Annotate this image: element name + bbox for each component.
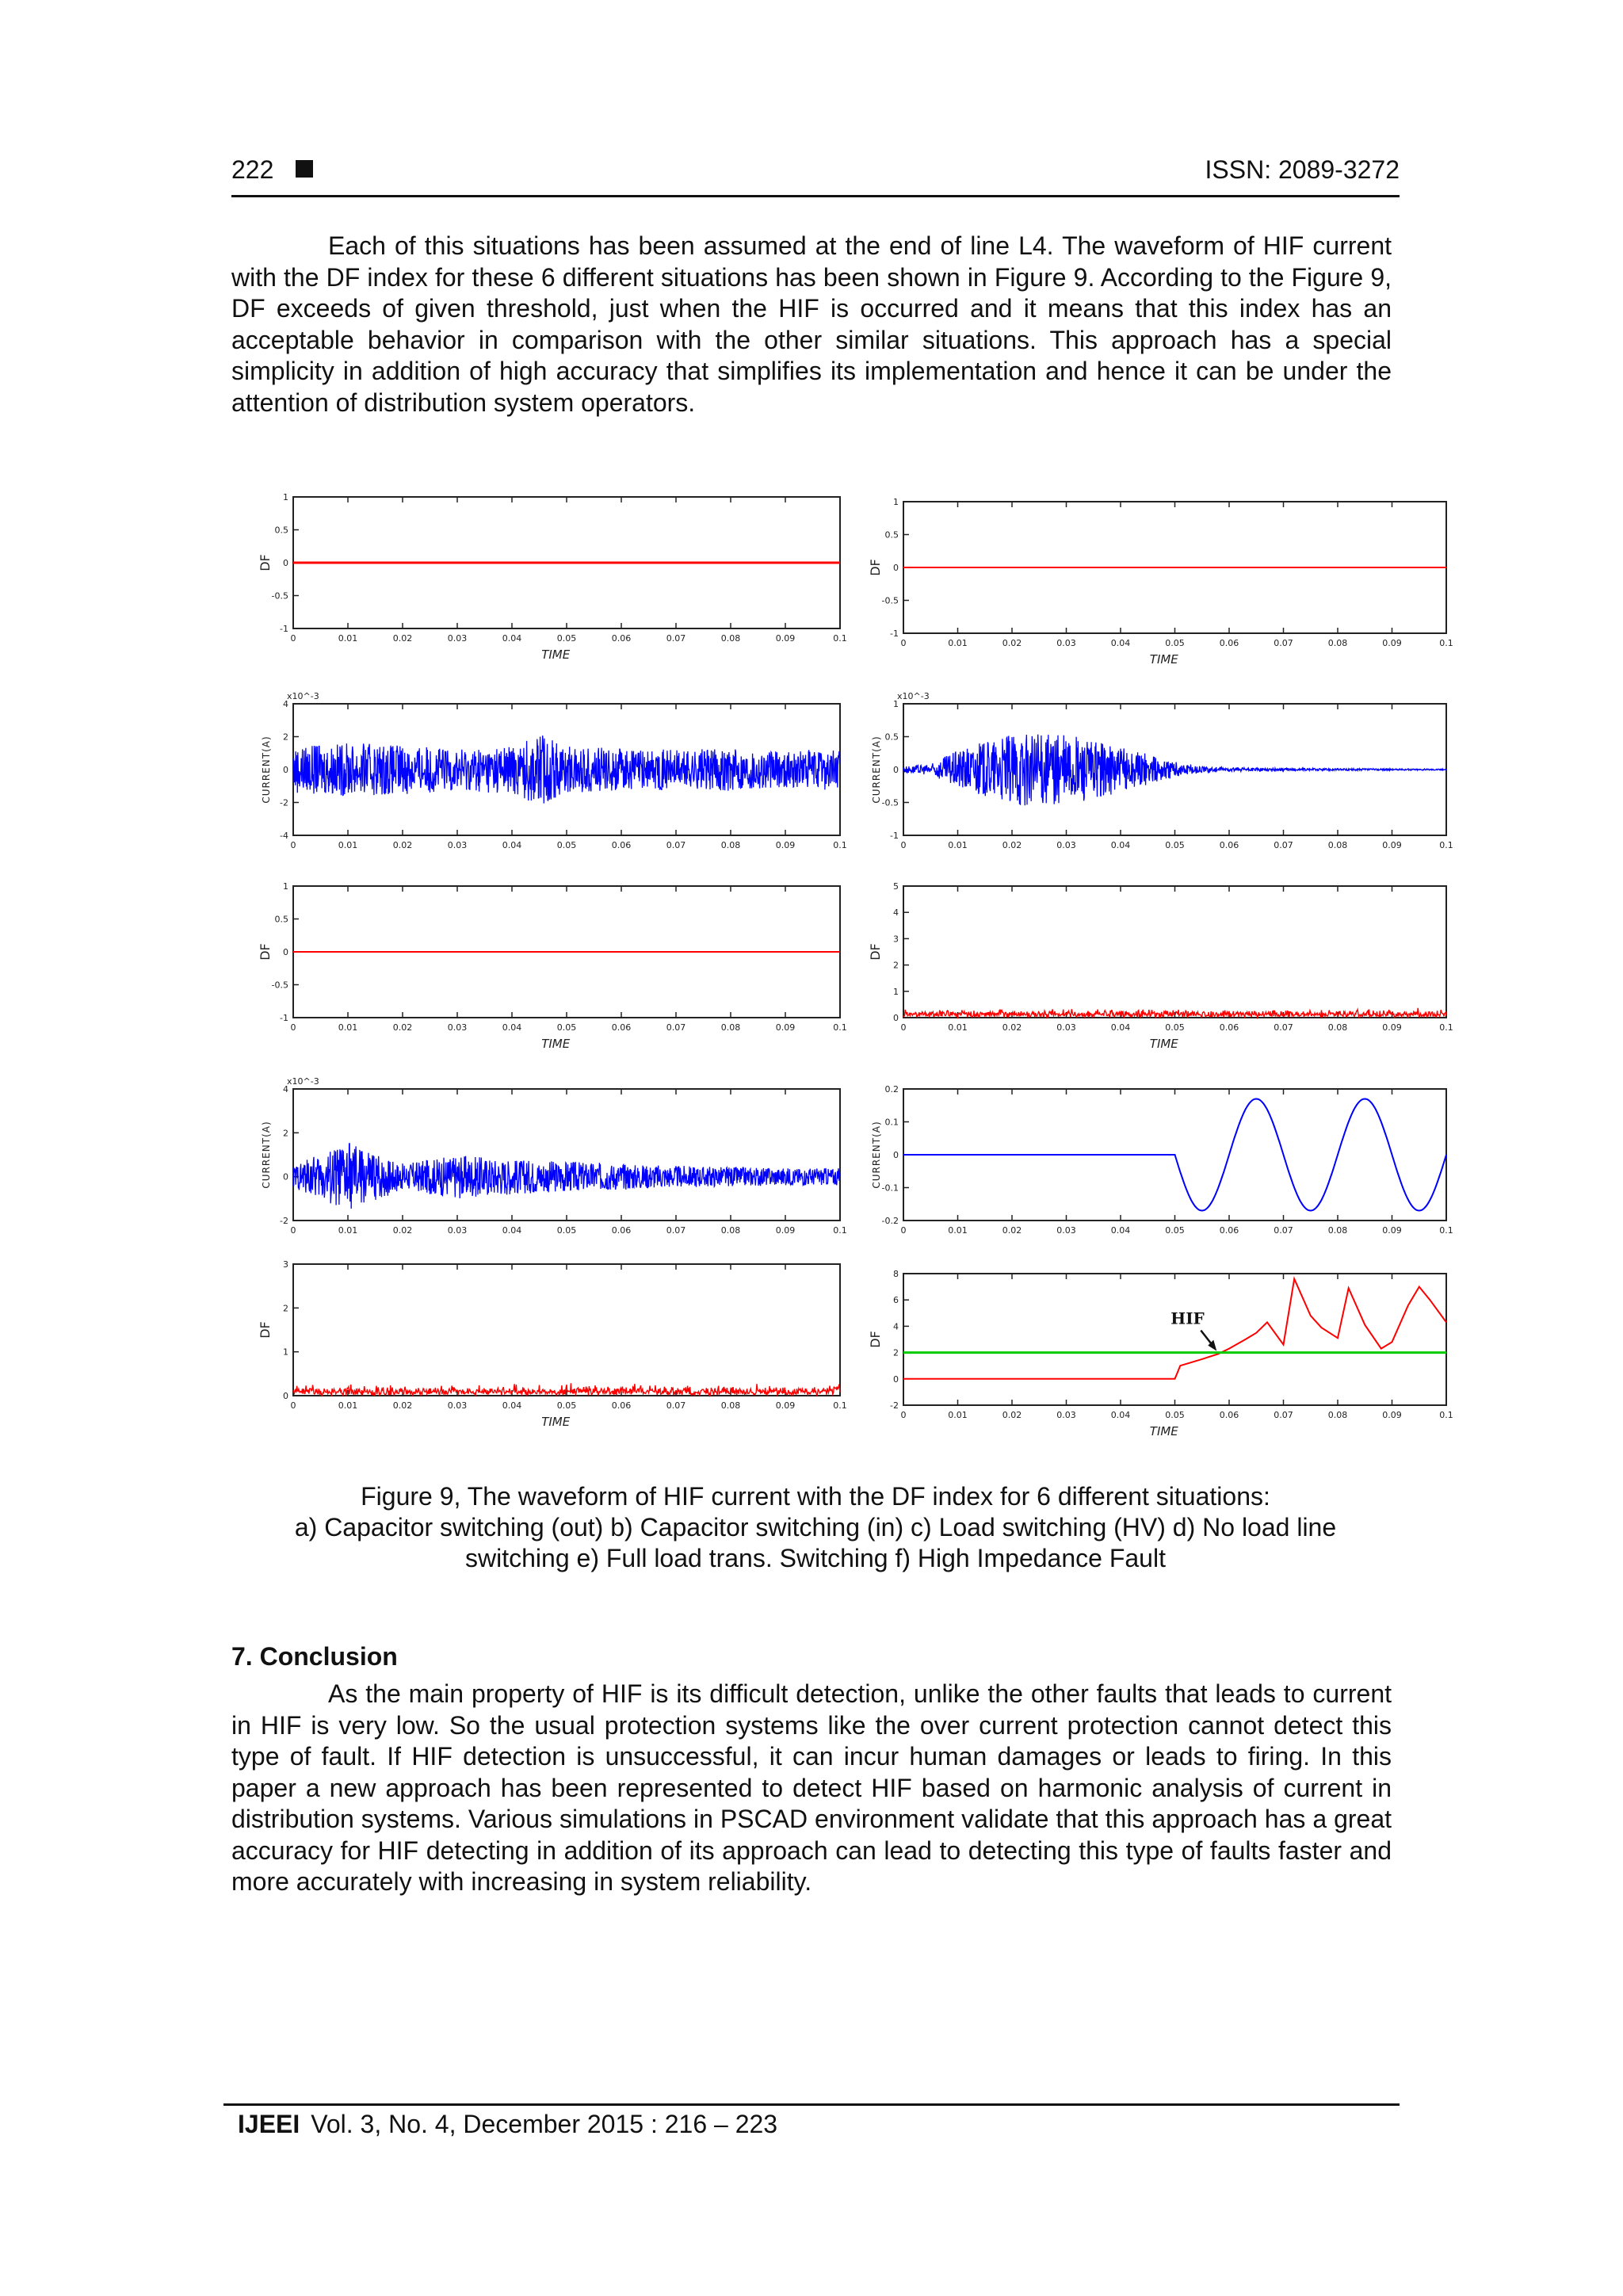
journal-name: IJEEI [238,2110,300,2138]
x-tick-label: 0 [290,633,296,644]
x-tick-label: 0.06 [1219,1225,1239,1236]
y-tick-label: 0.5 [274,914,288,925]
y-multiplier: x10^-3 [897,691,930,701]
y-axis-label: DF [258,943,273,961]
figure-caption [231,1481,1400,1574]
y-tick-label: 5 [893,881,899,892]
x-tick-label: 0.02 [392,840,413,850]
y-tick-label: 0 [893,1013,899,1023]
x-tick-label: 0 [900,1225,907,1236]
x-tick-label: 0.08 [1327,840,1348,850]
panel-row2-right [871,691,1453,850]
square-bullet-icon [296,160,313,178]
x-tick-label: 0.03 [1056,1410,1076,1420]
y-tick-label: 1 [893,497,899,507]
panel-row3-right [868,881,1453,1051]
x-tick-label: 0.09 [1382,638,1402,648]
x-tick-label: 0.04 [1110,638,1131,648]
x-tick-label: 0.08 [1327,1410,1348,1420]
x-tick-label: 0.1 [833,1022,847,1033]
y-tick-label: 0 [283,765,288,775]
y-tick-label: 6 [893,1295,899,1306]
y-tick-label: 8 [893,1269,899,1279]
x-tick-label: 0.09 [775,1400,796,1411]
x-tick-label: 0.05 [1165,638,1185,648]
panel-row4-left [261,1076,847,1236]
x-tick-label: 0.06 [611,633,632,644]
x-tick-label: 0.03 [1056,1225,1076,1236]
y-tick-label: 0 [283,1391,288,1401]
footer-rule [223,2103,1400,2106]
y-tick-label: 4 [893,907,899,919]
y-tick-label: 1 [283,492,288,502]
figure-9-plots [246,479,1466,1450]
x-tick-label: 0.07 [1274,638,1293,648]
x-tick-label: 0.1 [1439,840,1453,850]
x-tick-label: 0 [290,1225,296,1236]
x-tick-label: 0.07 [666,1400,686,1411]
x-tick-label: 0 [290,840,296,850]
x-axis-label: TIME [541,1415,571,1429]
y-axis-label: CURRENT(A) [261,735,272,804]
y-tick-label: 0 [893,563,899,573]
x-tick-label: 0.1 [833,840,847,850]
x-tick-label: 0.02 [392,1225,413,1236]
plot-frame [293,1089,840,1221]
x-tick-label: 0.06 [611,1400,632,1411]
caption-line-1: Figure 9, The waveform of HIF current with the DF index for 6 different situations: [361,1482,1270,1511]
x-tick-label: 0.06 [1219,638,1239,648]
x-tick-label: 0 [900,840,907,850]
x-tick-label: 0.09 [775,1225,796,1236]
page-number: 222 [231,155,313,185]
panel-bottom-left [258,1259,847,1429]
x-tick-label: 0.06 [1219,1022,1239,1033]
x-tick-label: 0.05 [556,1400,577,1411]
x-tick-label: 0.07 [1274,840,1293,850]
panel-row2-left [261,691,847,850]
y-tick-label: 0 [893,765,899,775]
x-tick-label: 0 [900,1410,907,1420]
y-tick-label: 0 [283,947,288,957]
plot-frame [903,1274,1446,1405]
x-tick-label: 0.04 [502,1400,522,1411]
x-tick-label: 0.04 [502,1225,522,1236]
x-tick-label: 0.05 [556,1022,577,1033]
y-tick-label: -1 [890,628,899,639]
x-tick-label: 0.02 [1002,1410,1022,1420]
x-axis-label: TIME [541,648,571,662]
x-tick-label: 0.01 [338,633,358,644]
x-tick-label: 0.08 [1327,638,1348,648]
x-tick-label: 0.03 [447,1225,468,1236]
page-footer [238,2110,777,2139]
y-tick-label: -4 [280,831,288,841]
x-axis-label: TIME [1149,1037,1178,1051]
x-axis-label: TIME [1149,652,1178,667]
x-tick-label: 0.08 [1327,1022,1348,1033]
x-tick-label: 0.01 [948,1410,968,1420]
x-tick-label: 0.01 [948,840,968,850]
y-multiplier: x10^-3 [287,691,319,701]
x-tick-label: 0.1 [833,1400,847,1411]
x-tick-label: 0.1 [1439,1225,1453,1236]
x-tick-label: 0.1 [1439,638,1453,648]
x-tick-label: 0.06 [611,1022,632,1033]
x-tick-label: 0.1 [1439,1410,1453,1420]
y-tick-label: -1 [280,624,288,634]
x-tick-label: 0.04 [502,840,522,850]
x-tick-label: 0 [900,638,907,648]
x-tick-label: 0.1 [833,633,847,644]
panel-top-right [868,497,1453,667]
x-tick-label: 0.04 [1110,1225,1131,1236]
y-multiplier: x10^-3 [287,1076,319,1087]
x-tick-label: 0.09 [1382,1225,1402,1236]
x-tick-label: 0.1 [833,1225,847,1236]
panel-bottom-right [868,1269,1453,1438]
y-tick-label: 0 [283,1171,288,1182]
x-tick-label: 0.01 [338,840,358,850]
x-tick-label: 0.03 [1056,1022,1076,1033]
y-tick-label: 4 [283,699,288,709]
y-axis-label: CURRENT(A) [261,1121,272,1189]
y-tick-label: 0 [893,1373,899,1385]
y-tick-label: -0.5 [881,797,899,808]
x-tick-label: 0.03 [1056,638,1076,648]
x-tick-label: 0.02 [1002,1022,1022,1033]
y-axis-label: DF [258,554,273,571]
x-tick-label: 0.09 [1382,840,1402,850]
x-tick-label: 0.04 [1110,840,1131,850]
x-tick-label: 0.09 [775,1022,796,1033]
x-tick-label: 0.06 [611,840,632,850]
plot-frame [903,886,1446,1018]
issn-label: ISSN: 2089-3272 [1205,155,1400,184]
citation: Vol. 3, No. 4, December 2015 : 216 – 223 [311,2110,778,2138]
x-tick-label: 0.02 [392,1022,413,1033]
section-title: 7. Conclusion [231,1642,398,1671]
y-tick-label: -1 [280,1013,288,1023]
x-tick-label: 0.02 [1002,1225,1022,1236]
y-axis-label: DF [868,559,883,576]
x-tick-label: 0 [290,1022,296,1033]
caption-line-3: switching e) Full load trans. Switching f) High Impedance Fault [465,1544,1166,1572]
x-tick-label: 0.04 [502,633,522,644]
y-tick-label: 0.5 [274,525,288,536]
y-tick-label: 0.1 [884,1117,899,1128]
y-tick-label: 3 [893,934,899,945]
x-tick-label: 0.04 [502,1022,522,1033]
x-tick-label: 0.06 [611,1225,632,1236]
x-tick-label: 0.07 [1274,1225,1293,1236]
x-tick-label: 0.05 [556,840,577,850]
y-tick-label: 1 [283,1347,288,1358]
y-tick-label: 4 [893,1321,899,1332]
y-tick-label: 2 [283,732,288,743]
x-tick-label: 0.08 [720,633,741,644]
x-tick-label: 0.01 [948,638,968,648]
y-tick-label: 4 [283,1084,288,1095]
x-tick-label: 0.07 [666,840,686,850]
y-axis-label: CURRENT(A) [871,1121,882,1189]
y-axis-label: DF [868,1331,883,1348]
x-tick-label: 0.09 [1382,1410,1402,1420]
x-tick-label: 0.05 [556,1225,577,1236]
y-tick-label: 0 [283,558,288,568]
y-tick-label: 2 [893,960,899,971]
x-tick-label: 0.02 [1002,638,1022,648]
x-tick-label: 0 [900,1022,907,1033]
x-tick-label: 0.07 [1274,1022,1293,1033]
x-tick-label: 0.07 [1274,1410,1293,1420]
x-tick-label: 0.01 [338,1400,358,1411]
x-tick-label: 0.07 [666,633,686,644]
x-tick-label: 0.09 [1382,1022,1402,1033]
y-tick-label: 2 [283,1128,288,1139]
y-axis-label: CURRENT(A) [871,735,882,804]
x-tick-label: 0.06 [1219,1410,1239,1420]
y-tick-label: 1 [283,881,288,892]
x-tick-label: 0.02 [392,633,413,644]
y-tick-label: -0.5 [271,590,288,602]
panel-row4-right [871,1084,1453,1236]
y-tick-label: 2 [893,1347,899,1358]
x-tick-label: 0.05 [1165,840,1185,850]
x-tick-label: 0.05 [1165,1022,1185,1033]
x-tick-label: 0.03 [447,633,468,644]
y-tick-label: -2 [280,797,288,808]
figure-9 [246,479,1466,1450]
y-tick-label: -0.2 [881,1216,899,1226]
y-tick-label: 0.2 [884,1084,899,1095]
x-tick-label: 0.09 [775,633,796,644]
y-axis-label: DF [258,1321,273,1339]
x-tick-label: 0.01 [948,1022,968,1033]
y-tick-label: 3 [283,1259,288,1270]
x-tick-label: 0.02 [392,1400,413,1411]
x-axis-label: TIME [1149,1424,1178,1438]
y-tick-label: 0.5 [884,529,899,541]
panel-row3-left [258,881,847,1051]
x-tick-label: 0.04 [1110,1022,1131,1033]
x-tick-label: 0.02 [1002,840,1022,850]
x-tick-label: 0 [290,1400,296,1411]
y-tick-label: -0.5 [271,980,288,991]
x-tick-label: 0.03 [1056,840,1076,850]
paragraph-intro: Each of this situations has been assumed at the end of line L4. The waveform of HIF current with the DF index for these 6 different situations has been shown in Figure 9. According to the Figure 9, DF exceeds of given threshold, just when the HIF is occurred and it means that this index has an acceptable behavior in comparison with the other similar situations. This approach has a special simplicity in addition of high accuracy that simplifies its implementation and hence it can be under the attention of distribution system operators. [231,231,1392,417]
y-tick-label: -1 [890,831,899,841]
x-tick-label: 0.05 [1165,1225,1185,1236]
paragraph-conclusion: As the main property of HIF is its difficult detection, unlike the other faults that leads to current in HIF is very low. So the usual protection systems like the over current protection cannot detect this type of fault. If HIF detection is unsuccessful, it can incur human damages or leads to firing. In this paper a new approach has been represented to detect HIF based on harmonic analysis of current in distribution systems. Various simulations in PSCAD environment validate that this approach has a great accuracy for HIF detecting in addition of its approach can lead to detecting this type of faults faster and more accurately with increasing in system reliability. [231,1679,1392,1896]
x-tick-label: 0.07 [666,1022,686,1033]
x-tick-label: 0.03 [447,840,468,850]
page-header [231,155,1400,197]
x-tick-label: 0.08 [720,840,741,850]
x-tick-label: 0.01 [338,1225,358,1236]
y-tick-label: -0.1 [881,1182,899,1194]
plot-frame [293,1264,840,1396]
y-axis-label: DF [868,943,883,961]
y-tick-label: -2 [280,1216,288,1226]
x-tick-label: 0.06 [1219,840,1239,850]
panel-top-left [258,492,847,662]
x-tick-label: 0.05 [1165,1410,1185,1420]
x-tick-label: 0.04 [1110,1410,1131,1420]
y-tick-label: 1 [893,699,899,709]
hif-annotation: HIF [1170,1308,1205,1328]
x-tick-label: 0.08 [720,1022,741,1033]
y-tick-label: 0.5 [884,732,899,743]
y-tick-label: -0.5 [881,595,899,606]
y-tick-label: -2 [890,1400,899,1411]
x-tick-label: 0.03 [447,1400,468,1411]
x-tick-label: 0.03 [447,1022,468,1033]
y-tick-label: 0 [893,1150,899,1160]
x-tick-label: 0.08 [720,1400,741,1411]
x-tick-label: 0.08 [1327,1225,1348,1236]
x-tick-label: 0.01 [948,1225,968,1236]
x-tick-label: 0.08 [720,1225,741,1236]
x-axis-label: TIME [541,1037,571,1051]
y-tick-label: 1 [893,986,899,997]
x-tick-label: 0.07 [666,1225,686,1236]
y-tick-label: 2 [283,1303,288,1314]
x-tick-label: 0.01 [338,1022,358,1033]
x-tick-label: 0.05 [556,633,577,644]
x-tick-label: 0.1 [1439,1022,1453,1033]
x-tick-label: 0.09 [775,840,796,850]
caption-line-2: a) Capacitor switching (out) b) Capacitor switching (in) c) Load switching (HV) d) No load line [294,1513,1337,1541]
